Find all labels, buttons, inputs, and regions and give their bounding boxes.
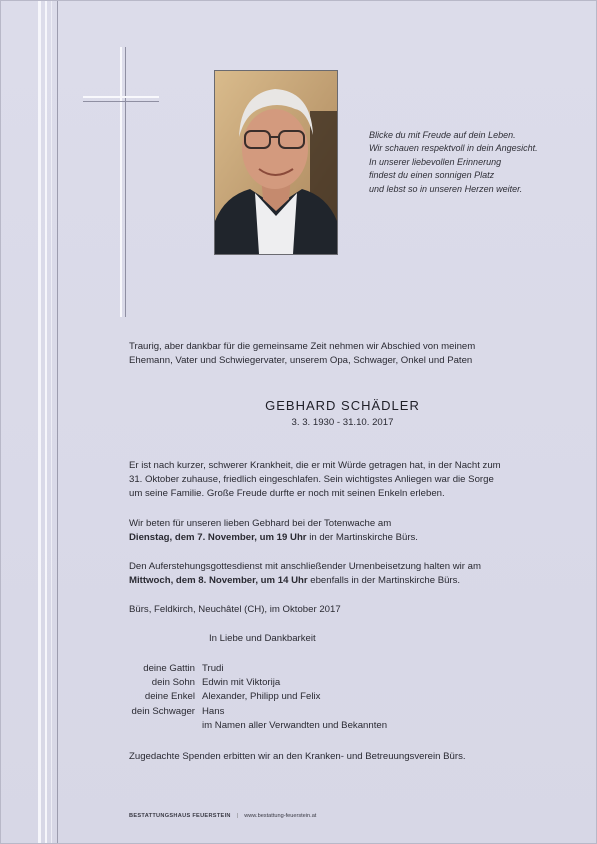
paragraph-funeral: [129, 560, 549, 588]
cross-icon: [120, 47, 126, 317]
deceased-name: GEBHARD SCHÄDLER: [265, 398, 420, 413]
family-names: Trudi: [202, 663, 224, 674]
life-dates: 3. 3. 1930 - 31.10. 2017: [291, 417, 394, 428]
family-relation: deine Enkel: [144, 691, 195, 703]
paragraph-line: [129, 531, 549, 545]
family-row: [101, 705, 387, 719]
paragraph-line: 31. Oktober zuhause, friedlich eingeschlafen. Sein wichtigstes Anliegen war die Sorge: [129, 474, 494, 486]
donation-note: [129, 750, 549, 764]
cross-icon-bar: [83, 96, 159, 102]
website-link[interactable]: www.bestattung-feuerstein.at: [244, 813, 317, 819]
paragraph-line: Er ist nach kurzer, schwerer Krankheit, die er mit Würde getragen hat, in der Nacht zum: [129, 460, 501, 471]
funeral-home-name: BESTATTUNGSHAUS FEUERSTEIN: [129, 813, 231, 819]
paragraph-line: Wir beten für unseren lieben Gebhard bei der Totenwache am: [129, 518, 392, 529]
wake-date: Dienstag, dem 7. November, um 19 Uhr: [129, 532, 307, 544]
poem-line: Wir schauen respektvoll in dein Angesicht.: [369, 143, 538, 154]
family-relation: dein Schwager: [131, 705, 195, 717]
funeral-location: ebenfalls in der Martinskirche Bürs.: [307, 575, 461, 587]
paragraph-line: [129, 574, 549, 588]
poem-line: findest du einen sonnigen Platz: [369, 170, 495, 181]
closing: [209, 632, 597, 646]
intro-line: Traurig, aber dankbar für die gemeinsame Zeit nehmen wir Abschied von meinem: [129, 341, 476, 352]
place-date: [129, 603, 549, 617]
family-names: Hans: [202, 705, 225, 717]
footer-separator: |: [236, 813, 239, 819]
poem: [369, 129, 584, 196]
family-row: [101, 719, 387, 733]
paragraph-illness: [129, 459, 549, 502]
family-row: [101, 676, 387, 690]
paragraph-line: Den Auferstehungsgottesdienst mit anschließender Urnenbeisetzung halten wir am: [129, 561, 481, 572]
poem-line: und lebst so in unseren Herzen weiter.: [369, 183, 523, 194]
funeral-date: Mittwoch, dem 8. November, um 14 Uhr: [129, 575, 308, 587]
paragraph-wake: [129, 517, 549, 545]
poem-line: Blicke du mit Freude auf dein Leben.: [369, 130, 516, 140]
portrait-photo: [214, 70, 338, 255]
family-list: [101, 662, 387, 733]
poem-line: In unserer liebevollen Erinnerung: [369, 156, 502, 167]
family-relation: dein Sohn: [151, 677, 195, 689]
wake-location: in der Martinskirche Bürs.: [306, 532, 418, 544]
family-relation: deine Gattin: [143, 663, 195, 674]
place-date-text: Bürs, Feldkirch, Neuchâtel (CH), im Oktober 2017: [129, 604, 341, 615]
family-row: [101, 690, 387, 704]
family-names: Edwin mit Viktorija: [202, 677, 281, 689]
family-names: im Namen aller Verwandten und Bekannten: [202, 719, 388, 731]
family-names: Alexander, Philipp und Felix: [202, 691, 321, 703]
donation-text: Zugedachte Spenden erbitten wir an den Kranken- und Betreuungsverein Bürs.: [129, 751, 466, 762]
closing-text: In Liebe und Dankbarkeit: [209, 633, 316, 644]
family-row: [101, 662, 387, 676]
family-relation: [101, 719, 202, 733]
paragraph-line: um seine Familie. Große Freude durfte er noch mit seinen Enkeln erleben.: [129, 488, 445, 500]
intro-text: [129, 340, 529, 368]
intro-line: Ehemann, Vater und Schwiegervater, unserem Opa, Schwager, Onkel und Paten: [129, 355, 473, 367]
footer: [129, 813, 316, 819]
